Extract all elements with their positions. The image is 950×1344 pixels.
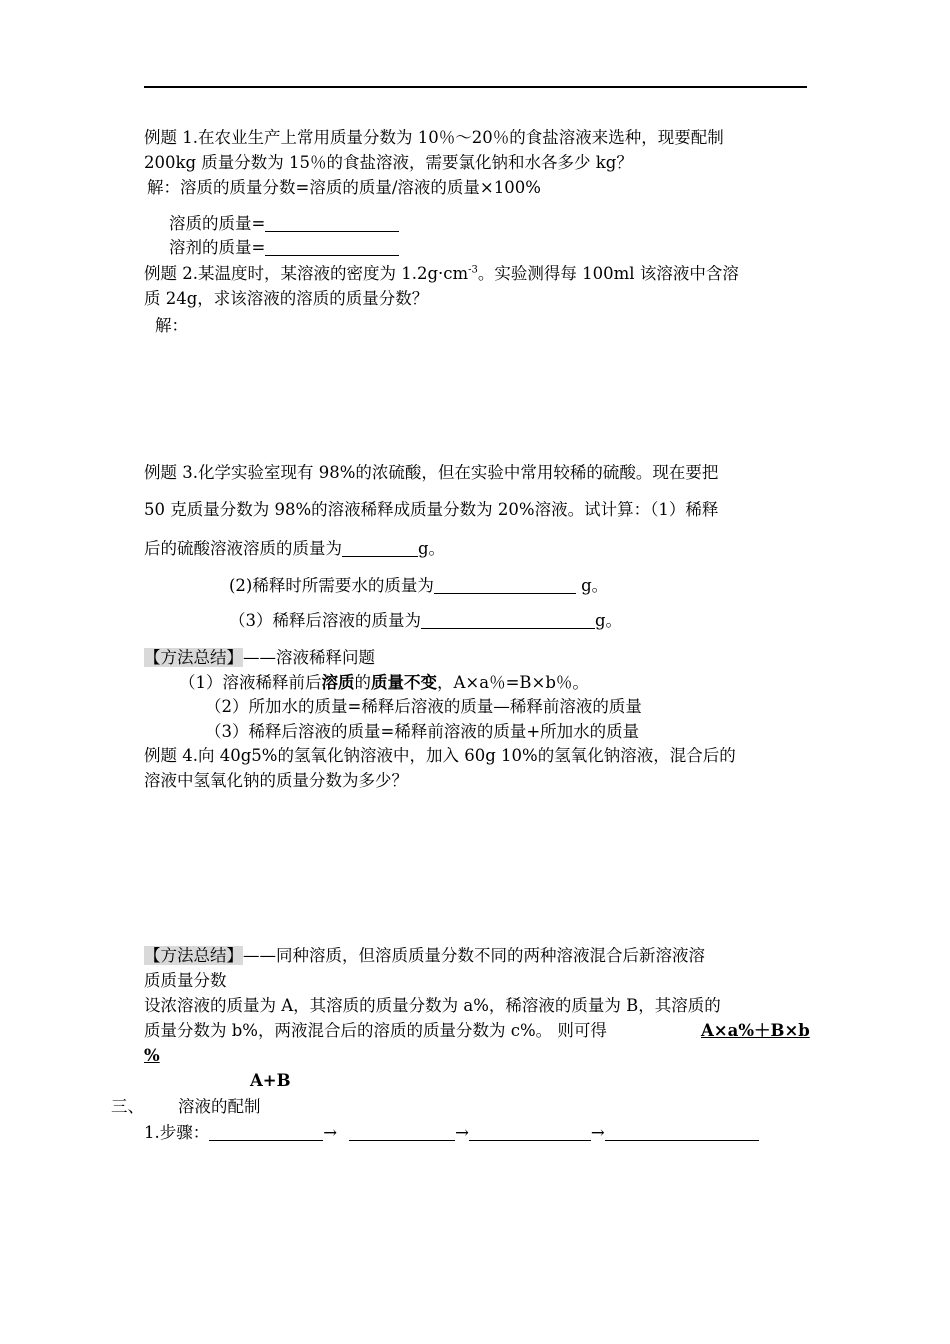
summary1-point1 <box>179 671 589 695</box>
section3-title: 溶液的配制 <box>178 1097 261 1116</box>
ex3-q2 <box>229 574 608 598</box>
summary2-title: ——同种溶质，但溶质质量分数不同的两种溶液混合后新溶液溶 <box>243 946 705 965</box>
summary1-p1-text: （1）溶液稀释前后 <box>179 673 322 692</box>
summary1-p1-of: 的 <box>354 673 371 692</box>
summary2-line4 <box>144 1019 607 1043</box>
formula-denominator: A+B <box>250 1071 291 1090</box>
ex2-line1-text-end: 。实验测得每 100ml 该溶液中含溶 <box>477 264 739 283</box>
ex4-line1: 例题 4.向 40g5%的氢氧化钠溶液中，加入 60g 10%的氢氧化钠溶液，混合后的 <box>144 746 736 765</box>
ex2-line1-text: 例题 2.某温度时，某溶液的密度为 1.2g·cm <box>144 264 469 283</box>
ex2-solution: 解： <box>155 316 188 335</box>
ex3-q1-label: 后的硫酸溶液溶质的质量为 <box>144 539 342 558</box>
steps-row <box>144 1121 759 1145</box>
steps-label: 1.步骤： <box>144 1123 210 1142</box>
step3-blank <box>469 1122 591 1141</box>
arrow-icon: → <box>455 1123 469 1142</box>
ex3-line3 <box>144 537 445 561</box>
summary1-point3: （3）稀释后溶液的质量=稀释前溶液的质量+所加水的质量 <box>205 722 640 741</box>
header-rule <box>144 86 807 88</box>
ex3-q3 <box>229 609 622 633</box>
summary1-p1-bold-solute: 溶质 <box>321 673 355 692</box>
ex3-q1-unit: g。 <box>418 539 446 558</box>
ex3-q2-blank <box>434 575 576 594</box>
ex3-q2-unit: g。 <box>575 576 609 595</box>
ex2-superscript: -3 <box>468 264 478 276</box>
summary2-tag: 【方法总结】 <box>144 946 243 965</box>
summary2-line3: 设浓溶液的质量为 A，其溶质的质量分数为 a%，稀溶液的质量为 B，其溶质的 <box>144 996 721 1015</box>
step1-blank <box>209 1122 323 1141</box>
summary2-line2: 质质量分数 <box>144 971 227 990</box>
formula-percent: % <box>144 1046 160 1065</box>
ex1-solvent-label: 溶剂的质量= <box>169 238 266 257</box>
ex4-line2: 溶液中氢氧化钠的质量分数为多少？ <box>144 771 408 790</box>
summary1-point2: （2）所加水的质量=稀释后溶液的质量—稀释前溶液的质量 <box>205 697 642 716</box>
ex3-line1: 例题 3.化学实验室现有 98%的浓硫酸，但在实验中常用较稀的硫酸。现在要把 <box>144 463 719 482</box>
ex3-q1-blank <box>342 538 418 557</box>
ex1-line2: 200kg 质量分数为 15％的食盐溶液，需要氯化钠和水各多少 kg？ <box>144 153 633 172</box>
ex1-solvent-blank <box>265 237 399 256</box>
summary1-p1-formula: ，A×a％=B×b％。 <box>437 673 589 692</box>
arrow-icon: → <box>323 1123 338 1142</box>
formula-numerator: A×a%＋B×b <box>701 1021 810 1040</box>
summary1-title: ——溶液稀释问题 <box>243 648 375 667</box>
summary1-tag: 【方法总结】 <box>144 648 243 667</box>
ex3-q3-label: （3）稀释后溶液的质量为 <box>229 611 421 630</box>
ex2-line2: 质 24g，求该溶液的溶质的质量分数？ <box>144 289 429 308</box>
step2-blank <box>349 1122 455 1141</box>
ex1-line1: 例题 1.在农业生产上常用质量分数为 10％～20％的食盐溶液来选种，现要配制 <box>144 128 724 147</box>
ex2-line1 <box>144 262 739 286</box>
summary2-line4-text: 质量分数为 b%，两液混合后的溶质的质量分数为 c%。 则可得 <box>144 1021 607 1040</box>
ex3-q3-blank <box>421 610 595 629</box>
step4-blank <box>605 1122 759 1141</box>
ex3-line2: 50 克质量分数为 98%的溶液稀释成质量分数为 20%溶液。试计算：（1）稀释 <box>144 500 719 519</box>
summary2-heading <box>144 944 705 968</box>
ex1-solvent-row <box>169 236 399 260</box>
ex1-solute-label: 溶质的质量= <box>169 214 266 233</box>
ex1-solute-row <box>169 212 399 236</box>
section3-number: 三、 <box>111 1097 144 1116</box>
ex3-q3-unit: g。 <box>595 611 623 630</box>
summary1-p1-bold-unchanged: 质量不变 <box>371 673 437 692</box>
ex3-q2-label: (2)稀释时所需要水的质量为 <box>229 576 434 595</box>
summary1-heading <box>144 646 375 670</box>
ex1-solute-blank <box>265 213 399 232</box>
ex1-solution: 解：溶质的质量分数=溶质的质量/溶液的质量×100% <box>147 178 541 197</box>
arrow-icon: → <box>590 1123 605 1142</box>
